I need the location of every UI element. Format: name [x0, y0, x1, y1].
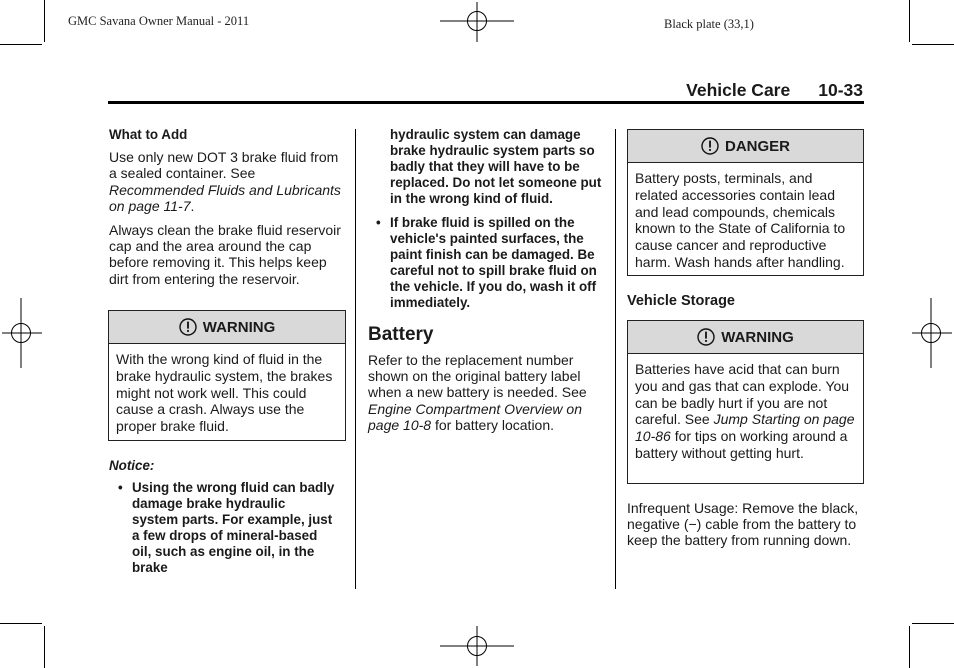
warning-label: WARNING [202, 318, 276, 336]
danger-box [627, 129, 864, 276]
cross-reference-link[interactable]: Jump Starting on page 10-86 [635, 411, 855, 445]
list-item: • Using the wrong fluid can badly damage brake hydraulic system parts. For example, just a few drops of mineral-based oil, such as engine oil, in the brake [110, 480, 335, 576]
paragraph: Use only new DOT 3 brake fluid from a sealed container. See Recommended Fluids and Lubricants on page 11-7. [109, 149, 341, 214]
notice-list [110, 480, 335, 576]
danger-label: DANGER [724, 137, 790, 155]
doc-title: GMC Savana Owner Manual - 2011 [68, 14, 250, 28]
column-divider [615, 129, 616, 589]
warning-box [627, 320, 864, 484]
what-to-add-heading: What to Add [109, 127, 188, 142]
list-item: • If brake fluid is spilled on the vehicle's painted surfaces, the paint finish can be damaged. Be careful not to spill brake fluid on the vehicle. If you do, wash it off immediately. [368, 215, 604, 311]
battery-heading: Battery [368, 324, 434, 345]
crop-mark [0, 623, 42, 624]
page-header [600, 80, 863, 101]
crop-mark [909, 0, 910, 42]
vehicle-storage-heading: Vehicle Storage [627, 293, 735, 309]
notice-continued: hydraulic system can damage brake hydraulic system parts so badly that they will have to be replaced. Do not let someone put in the wrong kind of fluid. [390, 127, 602, 206]
registration-mark-top [438, 0, 516, 44]
warning-label: WARNING [721, 328, 794, 346]
warning-box [108, 310, 346, 441]
danger-header [628, 130, 863, 163]
warning-text: Batteries have acid that can burn you and gas that can explode. You can be badly hurt if you are not careful. See Jump Starting on page 10-86 for tips on working around a battery without getting hurt. [635, 361, 855, 461]
notice-list [368, 215, 604, 311]
registration-mark-right [910, 296, 954, 370]
cross-reference-link[interactable]: Recommended Fluids and Lubricants on page 11-7 [109, 181, 341, 214]
paragraph: Always clean the brake fluid reservoir cap and the area around the cap before removing it. This helps keep dirt from entering the reservoir. [109, 222, 341, 287]
warning-header [109, 311, 345, 344]
header-rule [108, 101, 864, 104]
warning-icon [701, 137, 719, 155]
column-divider [355, 129, 356, 589]
crop-mark [0, 44, 42, 45]
warning-icon [697, 328, 715, 346]
registration-mark-bottom [438, 624, 516, 668]
plate-label: Black plate (33,1) [664, 17, 754, 31]
crop-mark [44, 626, 45, 668]
warning-text: With the wrong kind of fluid in the brake hydraulic system, the brakes might not work well. This could cause a crash. Always use the proper brake fluid. [116, 351, 333, 435]
registration-mark-left [0, 296, 44, 370]
section-title: Vehicle Care [686, 80, 791, 100]
crop-mark [912, 623, 954, 624]
cross-reference-link[interactable]: Engine Compartment Overview on page 10-8 [368, 400, 582, 433]
crop-mark [909, 626, 910, 668]
column-1 [109, 127, 345, 295]
paragraph: Infrequent Usage: Remove the black, negative (−) cable from the battery to keep the battery from running down. [627, 500, 859, 549]
paragraph: Refer to the replacement number shown on the original battery label when a new battery is needed. See Engine Compartment Overview on page 10-8 for battery location. [368, 352, 587, 433]
page-number: 10-33 [818, 80, 863, 100]
column-2 [368, 127, 604, 441]
notice-label: Notice: [109, 458, 155, 473]
warning-icon [179, 318, 197, 336]
crop-mark [44, 0, 45, 42]
warning-header [628, 321, 863, 354]
crop-mark [912, 44, 954, 45]
danger-text: Battery posts, terminals, and related accessories contain lead and lead compounds, chemicals known to the State of California to cause cancer and reproductive harm. Wash hands after handling. [635, 170, 846, 270]
